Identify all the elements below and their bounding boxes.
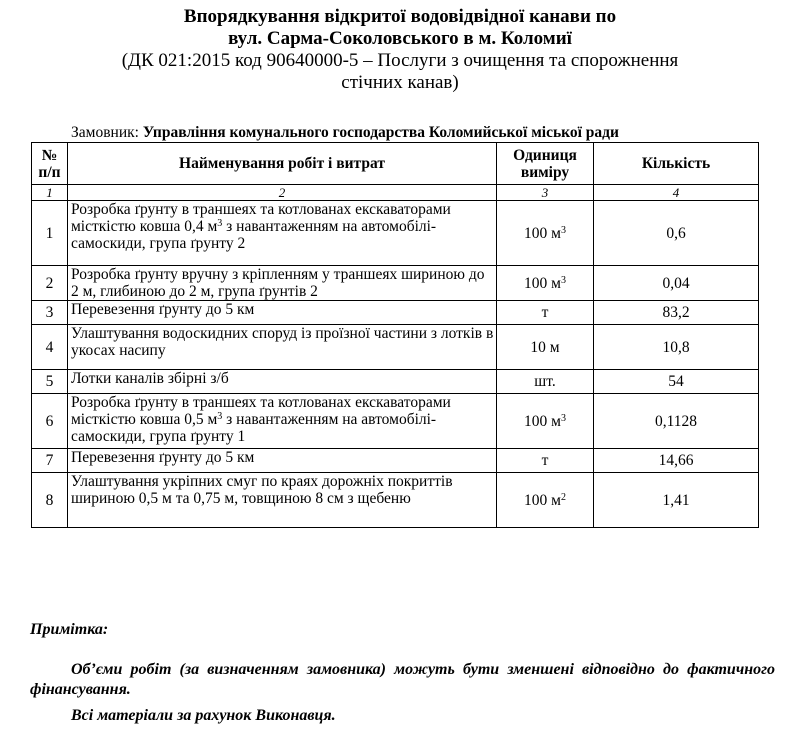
table-row [32,370,759,394]
row-quantity: 0,04 [594,266,759,301]
customer-name: Управління комунального господарства Коломийської міської ради [142,124,619,141]
row-unit: 100 $м^3$ [497,394,594,449]
title-line-4: стічних канав) [341,72,459,93]
document-title [0,6,800,94]
table-row [32,325,759,370]
index-cell: 1 [32,185,68,201]
row-number: 8 [32,473,68,528]
row-unit: 100 $м^3$ [497,201,594,266]
header-name: Найменування робіт і витрат [68,143,497,185]
title-line-2: вул. Сарма-Соколовського в м. Коломиї [228,28,572,49]
row-unit: т [497,301,594,325]
works-table [31,142,759,528]
row-description: Розробка ґрунту вручну з кріпленням у траншеях шириною до 2 м, глибиною до 2 м, група ґрунтів 2 [68,266,497,301]
header-qty: Кількість [594,143,759,185]
row-description: Перевезення ґрунту до 5 км [68,301,497,325]
row-unit: т [497,449,594,473]
header-num: № п/п [32,143,68,185]
row-number: 4 [32,325,68,370]
header-unit: Одиниця виміру [497,143,594,185]
table-row [32,449,759,473]
row-quantity: 0,6 [594,201,759,266]
row-description: Лотки каналів збірні з/б [68,370,497,394]
note-text-2: Всі матеріали за рахунок Виконавця. [71,707,336,724]
note-heading: Примітка: [30,621,109,638]
row-description: Перевезення ґрунту до 5 км [68,449,497,473]
row-quantity: 54 [594,370,759,394]
customer-line [71,124,619,142]
row-description: Улаштування укріпних смуг по краях дорожніх покриттів шириною 0,5 м та 0,75 м, товщиною 8 см з щебеню [68,473,497,528]
row-description: Розробка ґрунту в траншеях та котлованах екскаваторами місткістю ковша 0,5 $м^3$ з навантаженням на автомобілі-самоскиди, група ґрунту 1 [68,394,497,449]
row-number: 2 [32,266,68,301]
table-row [32,266,759,301]
index-cell: 3 [497,185,594,201]
row-quantity: 14,66 [594,449,759,473]
title-line-3: (ДК 021:2015 код 90640000-5 – Послуги з очищення та спорожнення [121,50,679,71]
title-line-1: Впорядкування відкритої водовідвідної канави по [183,6,617,27]
row-unit: 100 $м^3$ [497,266,594,301]
row-number: 3 [32,301,68,325]
row-number: 7 [32,449,68,473]
row-quantity: 83,2 [594,301,759,325]
table-row [32,201,759,266]
row-quantity: 0,1128 [594,394,759,449]
customer-label: Замовник: [71,124,143,141]
table-row [32,394,759,449]
row-number: 1 [32,201,68,266]
table-index-row [32,185,759,201]
index-cell: 2 [68,185,497,201]
row-quantity: 10,8 [594,325,759,370]
table-row [32,473,759,528]
row-unit: 10 м [497,325,594,370]
row-unit: шт. [497,370,594,394]
note-text-1: Об’єми робіт (за визначенням замовника) можуть бути зменшені відповідно до фактичного фінансування. [30,661,775,698]
row-number: 5 [32,370,68,394]
row-description: Улаштування водоскидних споруд із проїзної частини з лотків в укосах насипу [68,325,497,370]
table-row [32,301,759,325]
row-unit: 100 $м^2$ [497,473,594,528]
row-description: Розробка ґрунту в траншеях та котлованах екскаваторами місткістю ковша 0,4 $м^3$ з навантаженням на автомобілі-самоскиди, група ґрунту 2 [68,201,497,266]
table-header-row [32,143,759,185]
index-cell: 4 [594,185,759,201]
row-quantity: 1,41 [594,473,759,528]
row-number: 6 [32,394,68,449]
